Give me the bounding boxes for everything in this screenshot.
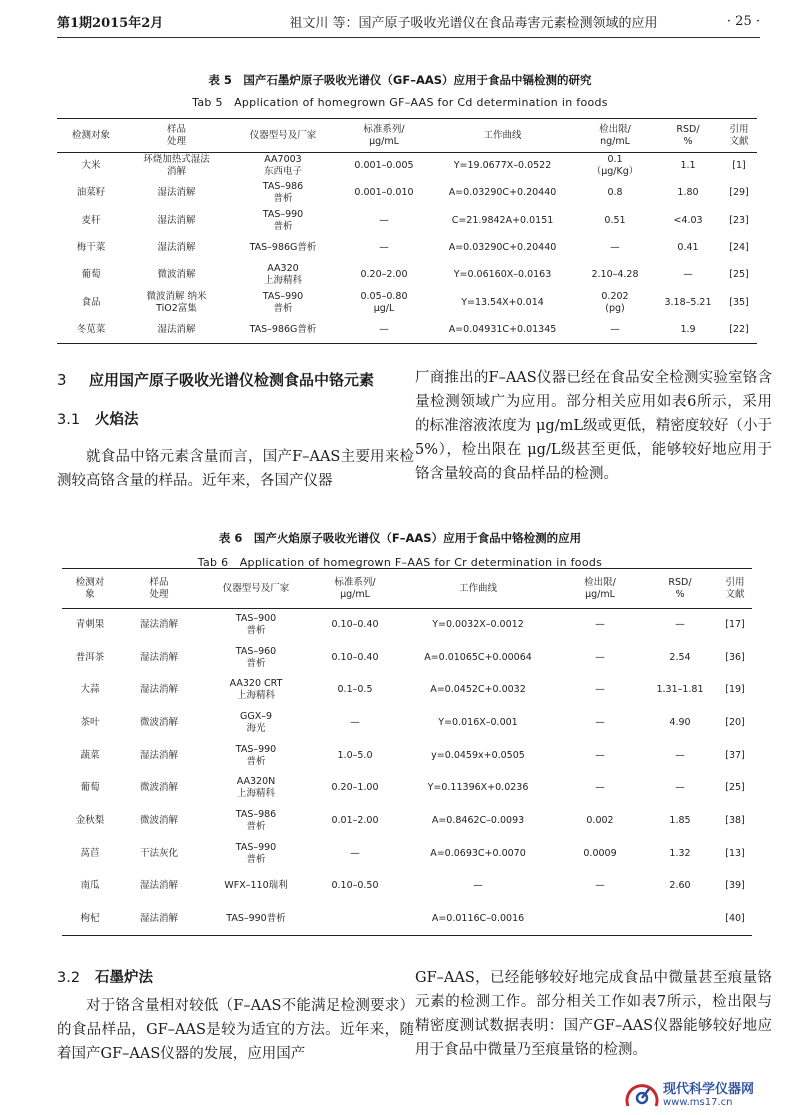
table-cell: 0.10–0.50 bbox=[331, 880, 379, 892]
table-cell: 湿法消解 bbox=[157, 323, 196, 335]
table-cell: — bbox=[595, 880, 605, 892]
table-cell: 干法灰化 bbox=[139, 847, 178, 859]
table-cell: A=0.8462C–0.0093 bbox=[431, 814, 525, 826]
table-cell: — bbox=[675, 782, 685, 794]
table-row bbox=[62, 641, 752, 674]
table-cell: TAS–986 普析 bbox=[235, 808, 277, 832]
table-cell: C=21.9842A+0.0151 bbox=[451, 214, 554, 226]
table-cell: [37] bbox=[725, 749, 745, 761]
table-cell: [25] bbox=[729, 269, 749, 281]
table-row bbox=[62, 707, 752, 740]
table-cell: 油菜籽 bbox=[76, 187, 106, 199]
table-cell: TAS–990 普析 bbox=[262, 208, 304, 232]
table-cell: A=0.0693C+0.0070 bbox=[430, 847, 526, 859]
table-cell: 湿法消解 bbox=[157, 214, 196, 226]
table6-header-cell: 工作曲线 bbox=[458, 582, 497, 594]
table-cell: — bbox=[595, 619, 605, 631]
table-cell: [1] bbox=[732, 160, 746, 172]
page-number: · 25 · bbox=[726, 13, 760, 29]
table-row bbox=[62, 805, 752, 838]
table-cell: Y=0.11396X+0.0236 bbox=[427, 782, 529, 794]
table-cell: 湿法消解 bbox=[139, 619, 178, 631]
table-cell: 湿法消解 bbox=[139, 651, 178, 663]
table5-header-cell: 引用 文献 bbox=[729, 123, 749, 147]
table-cell: 0.05–0.80 μg/L bbox=[360, 290, 408, 314]
table-cell: AA320 上海精科 bbox=[263, 263, 302, 287]
table-cell: 1.0–5.0 bbox=[337, 749, 373, 761]
table5-header-cell: 检测对象 bbox=[71, 129, 110, 141]
table5 bbox=[57, 118, 757, 344]
table-cell: A=0.01065C+0.00064 bbox=[424, 651, 532, 663]
table-cell: 微波消解 纳米 TiO2富集 bbox=[146, 290, 207, 314]
table-cell: 1.85 bbox=[669, 814, 691, 826]
table-cell: 麦秆 bbox=[81, 214, 101, 226]
table-cell: TAS–990 普析 bbox=[262, 290, 304, 314]
table-cell: 4.90 bbox=[669, 716, 691, 728]
table-row bbox=[57, 316, 757, 343]
table-cell: — bbox=[610, 242, 620, 254]
table-cell: 湿法消解 bbox=[139, 749, 178, 761]
table-cell: 0.01–2.00 bbox=[331, 814, 379, 826]
table-cell: WFX–110瑞利 bbox=[224, 880, 288, 892]
section-3-heading bbox=[57, 367, 414, 394]
table5-header-cell: 仪器型号及厂家 bbox=[249, 129, 317, 141]
table-cell: 2.10–4.28 bbox=[591, 269, 639, 281]
table-cell: 0.10–0.40 bbox=[331, 619, 379, 631]
table-cell: 莴苣 bbox=[80, 847, 100, 859]
table6-header-cell: RSD/ % bbox=[668, 576, 692, 600]
table-cell: 金秋梨 bbox=[75, 814, 105, 826]
table6-header-cell: 检测对 象 bbox=[75, 576, 105, 600]
table6-header-cell: 检出限/ μg/mL bbox=[584, 576, 616, 600]
table-cell: — bbox=[595, 749, 605, 761]
table-cell: 大米 bbox=[81, 160, 101, 172]
table-cell: 0.202 (pg) bbox=[601, 290, 629, 314]
table6-caption-en: Tab 6 Application of homegrown F–AAS for Cr determination in foods bbox=[197, 556, 603, 569]
table-row bbox=[57, 289, 757, 316]
table-cell: [25] bbox=[725, 782, 745, 794]
table6-header-cell: 标准系列/ μg/mL bbox=[334, 576, 376, 600]
table-cell bbox=[558, 903, 642, 936]
table5-body bbox=[57, 153, 757, 344]
issue-label: 第1期2015年2月 bbox=[57, 15, 164, 31]
table-cell: 梅干菜 bbox=[76, 242, 106, 254]
table-cell: 湿法消解 bbox=[157, 187, 196, 199]
table-cell: — bbox=[595, 651, 605, 663]
table-cell: — bbox=[350, 716, 360, 728]
table-cell: [39] bbox=[725, 880, 745, 892]
table6-header-cell: 仪器型号及厂家 bbox=[222, 582, 290, 594]
table-cell: [23] bbox=[729, 214, 749, 226]
table-cell: A=0.03290C+0.20440 bbox=[448, 187, 557, 199]
table-cell: 1.80 bbox=[677, 187, 699, 199]
table-cell: 环烧加热式湿法 消解 bbox=[143, 154, 210, 178]
section-3-number: 3 bbox=[57, 371, 67, 389]
table-cell: 湿法消解 bbox=[139, 684, 178, 696]
table-cell: 1.1 bbox=[680, 160, 696, 172]
table-cell: 0.1–0.5 bbox=[337, 684, 373, 696]
table-cell: 0.10–0.40 bbox=[331, 651, 379, 663]
table5-caption-en: Tab 5 Application of homegrown GF–AAS for Cd determination in foods bbox=[192, 96, 608, 109]
table-cell: TAS–990普析 bbox=[226, 912, 286, 924]
table-cell: 青刺果 bbox=[75, 619, 105, 631]
table-cell: A=0.03290C+0.20440 bbox=[448, 242, 557, 254]
table-cell: — bbox=[350, 847, 360, 859]
table-cell: Y=0.0032X–0.0012 bbox=[432, 619, 524, 631]
table-cell: 微波消解 bbox=[139, 782, 178, 794]
table-cell: y=0.0459x+0.0505 bbox=[431, 749, 525, 761]
watermark-logo bbox=[625, 1080, 754, 1110]
table-cell: 0.0009 bbox=[583, 847, 617, 859]
table-cell: 3.18–5.21 bbox=[664, 296, 712, 308]
table-cell: — bbox=[473, 880, 483, 892]
table-row bbox=[57, 234, 757, 261]
section-3-1-paragraph: 就食品中铬元素含量而言，国产F–AAS主要用来检测较高铬含量的样品。近年来，各国产仪器 bbox=[57, 449, 414, 489]
table-row bbox=[62, 772, 752, 805]
table-cell: 1.31–1.81 bbox=[656, 684, 704, 696]
section-3-title: 应用国产原子吸收光谱仪检测食品中铬元素 bbox=[89, 371, 375, 389]
table-cell: Y=0.06160X–0.0163 bbox=[453, 269, 552, 281]
table-cell bbox=[642, 903, 718, 936]
header-rule bbox=[57, 37, 760, 38]
section-3-2-paragraph: 对于铬含量相对较低（F–AAS不能满足检测要求）的食品样品，GF–AAS是较为适宜的方法。近年来，随着国产GF–AAS仪器的发展，应用国产 bbox=[57, 998, 414, 1062]
table-cell: 0.1 （μg/Kg） bbox=[591, 154, 639, 178]
table6-header-cell: 引用 文献 bbox=[725, 576, 745, 600]
table-cell: — bbox=[379, 214, 389, 226]
section-3-2-heading bbox=[57, 966, 414, 990]
table-cell bbox=[312, 903, 398, 936]
table-cell: 食品 bbox=[81, 296, 101, 308]
table-cell: [40] bbox=[725, 912, 745, 924]
table-cell: 微波消解 bbox=[157, 269, 196, 281]
table-cell: A=0.04931C+0.01345 bbox=[448, 323, 557, 335]
table-row bbox=[57, 180, 757, 207]
table-cell: 微波消解 bbox=[139, 814, 178, 826]
table-cell: TAS–986G普析 bbox=[249, 242, 317, 254]
table-cell: 0.8 bbox=[607, 187, 623, 199]
table5-header-cell: 检出限/ ng/mL bbox=[599, 123, 631, 147]
section-3-2-title: 石墨炉法 bbox=[95, 970, 153, 986]
table-cell: [22] bbox=[729, 323, 749, 335]
table-cell: 0.002 bbox=[586, 814, 614, 826]
table-cell: <4.03 bbox=[673, 214, 703, 226]
table-row bbox=[62, 903, 752, 936]
table-cell: 2.60 bbox=[669, 880, 691, 892]
table-cell: 南瓜 bbox=[80, 880, 100, 892]
right-column-bottom bbox=[415, 966, 772, 1062]
table-cell: [29] bbox=[729, 187, 749, 199]
section-3-2-number: 3.2 bbox=[57, 970, 81, 986]
table-cell: — bbox=[683, 269, 693, 281]
table-cell: — bbox=[595, 782, 605, 794]
table-cell: 枸杞 bbox=[80, 912, 100, 924]
left-column-top bbox=[57, 367, 414, 493]
table-row bbox=[57, 207, 757, 234]
left-column-bottom bbox=[57, 966, 414, 1066]
table-cell: 0.51 bbox=[604, 214, 626, 226]
table6-header-row bbox=[62, 569, 752, 609]
table-cell: [13] bbox=[725, 847, 745, 859]
table-row bbox=[62, 837, 752, 870]
table5-header-cell: RSD/ % bbox=[676, 123, 700, 147]
table-cell: TAS–900 普析 bbox=[235, 613, 277, 637]
table-cell: 茶叶 bbox=[80, 716, 100, 728]
table-cell: TAS–990 普析 bbox=[235, 743, 277, 767]
table-row bbox=[62, 609, 752, 642]
table-cell: 0.41 bbox=[677, 242, 699, 254]
table-cell: A=0.0452C+0.0032 bbox=[430, 684, 526, 696]
table-cell: — bbox=[379, 323, 389, 335]
table-cell: [19] bbox=[725, 684, 745, 696]
table-cell: 大蒜 bbox=[80, 684, 100, 696]
running-header bbox=[57, 6, 760, 36]
table-cell: 葡萄 bbox=[81, 269, 101, 281]
table-cell: TAS–986G普析 bbox=[249, 323, 317, 335]
table-cell: GGX–9 海光 bbox=[239, 710, 273, 734]
table-cell: [17] bbox=[725, 619, 745, 631]
table-cell: — bbox=[675, 749, 685, 761]
table-cell: 0.001–0.010 bbox=[354, 187, 414, 199]
section-3-2-paragraph-cont: GF–AAS，已经能够较好地完成食品中微量甚至痕量铬元素的检测工作。部分相关工作如表7所示，检出限与精密度测试数据表明：国产GF–AAS仪器能够较好地应用于食品中微量乃至痕量铬的检测。 bbox=[415, 970, 772, 1058]
table-cell: 蔬菜 bbox=[80, 749, 100, 761]
table-cell: 微波消解 bbox=[139, 716, 178, 728]
section-3-1-title: 火焰法 bbox=[95, 412, 139, 428]
table-cell: Y=13.54X+0.014 bbox=[461, 296, 544, 308]
table-cell: A=0.0116C–0.0016 bbox=[431, 912, 525, 924]
table5-header-cell: 样品 处理 bbox=[166, 123, 186, 147]
table-cell: TAS–990 普析 bbox=[235, 841, 277, 865]
table-cell: AA320 CRT 上海精科 bbox=[229, 678, 283, 702]
table-cell: AA7003 东西电子 bbox=[263, 154, 302, 178]
table-cell: 0.20–2.00 bbox=[360, 269, 408, 281]
table-row bbox=[57, 153, 757, 180]
table-cell: 葡萄 bbox=[80, 782, 100, 794]
running-title: 祖文川 等：国产原子吸收光谱仪在食品毒害元素检测领域的应用 bbox=[289, 15, 658, 31]
watermark-name: 现代科学仪器网 bbox=[663, 1081, 755, 1097]
table5-header-row bbox=[57, 119, 757, 153]
table-cell: Y=19.0677X–0.0522 bbox=[453, 160, 552, 172]
table-row bbox=[62, 739, 752, 772]
table-cell: — bbox=[379, 242, 389, 254]
table-cell: [20] bbox=[725, 716, 745, 728]
table-cell: — bbox=[675, 619, 685, 631]
table6 bbox=[62, 568, 752, 936]
table-cell: [35] bbox=[729, 296, 749, 308]
watermark-emblem-icon bbox=[625, 1080, 659, 1110]
table-cell: 湿法消解 bbox=[157, 242, 196, 254]
section-3-1-heading bbox=[57, 408, 414, 432]
section-3-1-paragraph-cont: 厂商推出的F–AAS仪器已经在食品安全检测实验室铬含量检测领域广为应用。部分相关应用如表6所示，采用的标准溶液浓度为 μg/mL级或更低，精密度较好（小于5%），检出限在 μg/L级甚至更低，能够较好地应用于铬含量较高的食品样品的检测。 bbox=[415, 370, 772, 482]
table-cell: 湿法消解 bbox=[139, 912, 178, 924]
table6-caption-cn: 表 6 国产火焰原子吸收光谱仪（F–AAS）应用于食品中铬检测的应用 bbox=[218, 531, 582, 545]
table-row bbox=[62, 870, 752, 903]
table5-caption-cn: 表 5 国产石墨炉原子吸收光谱仪（GF–AAS）应用于食品中镉检测的研究 bbox=[208, 73, 592, 87]
table-cell: 普洱茶 bbox=[75, 651, 105, 663]
table-cell: 1.9 bbox=[680, 323, 696, 335]
table6-header-cell: 样品 处理 bbox=[149, 576, 169, 600]
table-cell: [24] bbox=[729, 242, 749, 254]
table-cell: 0.20–1.00 bbox=[331, 782, 379, 794]
table-cell: — bbox=[595, 684, 605, 696]
table-row bbox=[62, 674, 752, 707]
watermark-url: www.ms17.cn bbox=[663, 1096, 733, 1108]
table-cell: 2.54 bbox=[669, 651, 691, 663]
right-column-top bbox=[415, 366, 772, 486]
table-cell: TAS–960 普析 bbox=[235, 645, 277, 669]
table5-header-cell: 工作曲线 bbox=[483, 129, 522, 141]
section-3-1-number: 3.1 bbox=[57, 412, 81, 428]
table-cell: [38] bbox=[725, 814, 745, 826]
table-cell: — bbox=[595, 716, 605, 728]
table-cell: [36] bbox=[725, 651, 745, 663]
table6-body bbox=[62, 609, 752, 936]
table5-header-cell: 标准系列/ μg/mL bbox=[363, 123, 405, 147]
table-cell: 1.32 bbox=[669, 847, 691, 859]
table-cell: AA320N 上海精科 bbox=[236, 776, 276, 800]
table-cell: 冬苋菜 bbox=[76, 323, 106, 335]
table-row bbox=[57, 262, 757, 289]
table-cell: Y=0.016X–0.001 bbox=[438, 716, 518, 728]
table-cell: 0.001–0.005 bbox=[354, 160, 414, 172]
table-cell: TAS–986 普析 bbox=[262, 181, 304, 205]
table-cell: — bbox=[610, 323, 620, 335]
table-cell: 湿法消解 bbox=[139, 880, 178, 892]
